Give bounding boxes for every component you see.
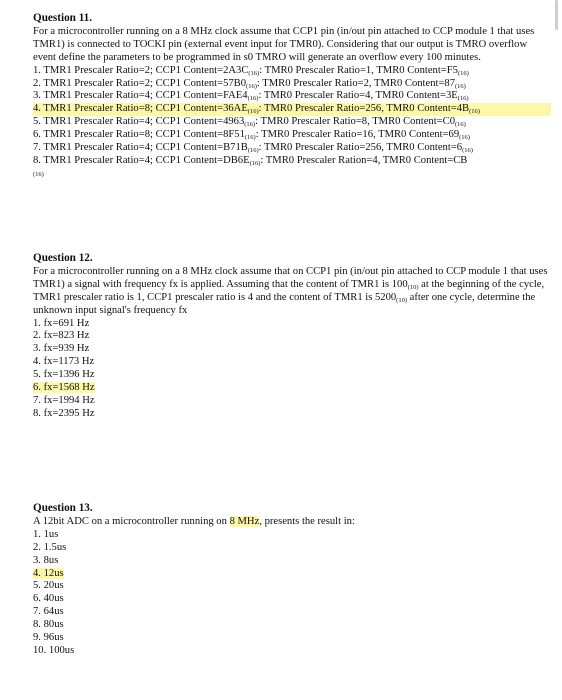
option-4-wrapper bbox=[33, 568, 551, 581]
subscript: (16) bbox=[244, 134, 256, 142]
option-5[interactable] bbox=[33, 116, 551, 129]
option-3[interactable]: 3. fx=939 Hz bbox=[33, 343, 90, 355]
option-8[interactable]: 8. fx=2395 Hz bbox=[33, 407, 95, 419]
question-text: For a microcontroller running on a 8 MHz clock assume that CCP1 pin (in/out pin attached to CCP module 1 that uses TMR1) is connected to TOCKI pin (external event input for TMR0). Considering that our output is TMRO overflow event define the parameters to be programmed in s0 TMRO will generate an overflow every 100 minutes. bbox=[33, 25, 535, 63]
subscript: (16) bbox=[459, 134, 470, 142]
option-text: : TMR0 Prescaler Ratio=256, TMR0 Content=4B bbox=[258, 103, 470, 115]
option-text: : TMR0 Prescaler Ratio=2, TMR0 Content=87 bbox=[256, 77, 456, 89]
subscript: (16) bbox=[247, 108, 259, 116]
option-5[interactable]: 5. fx=1396 Hz bbox=[33, 369, 95, 381]
option-list bbox=[33, 65, 551, 182]
question-text bbox=[33, 266, 551, 318]
option-text: : TMR0 Prescaler Ratio=1, TMR0 Content=F5 bbox=[259, 64, 458, 76]
option-text: : TMR0 Prescaler Ratio=4, TMR0 Content=3E bbox=[258, 90, 458, 102]
option-6-wrapper bbox=[33, 382, 551, 395]
option-text: 3. TMR1 Prescaler Ratio=4; CCP1 Content=FAE4 bbox=[33, 90, 248, 102]
subscript: (16) bbox=[457, 95, 469, 103]
option-7[interactable]: 7. fx=1994 Hz bbox=[33, 394, 95, 406]
option-list bbox=[33, 318, 551, 421]
option-6[interactable]: 6. 40us bbox=[33, 593, 64, 605]
option-5[interactable]: 5. 20us bbox=[33, 580, 64, 592]
option-9[interactable]: 9. 96us bbox=[33, 632, 64, 644]
question-11 bbox=[33, 12, 551, 182]
option-1[interactable]: 1. 1us bbox=[33, 528, 59, 540]
subscript: (16) bbox=[246, 82, 257, 90]
option-text: 2. TMR1 Prescaler Ratio=2; CCP1 Content=57B0 bbox=[33, 77, 247, 89]
subscript: (10) bbox=[396, 296, 408, 304]
subscript: (16) bbox=[247, 95, 259, 103]
option-4-highlighted[interactable] bbox=[33, 103, 551, 116]
option-2[interactable] bbox=[33, 78, 551, 91]
question-13 bbox=[33, 502, 551, 658]
scrollbar[interactable] bbox=[555, 0, 558, 30]
option-3[interactable]: 3. 8us bbox=[33, 554, 59, 566]
option-text: : TMR0 Prescaler Ratio=8, TMR0 Content=C0 bbox=[255, 116, 455, 128]
question-title: Question 11. bbox=[33, 12, 93, 24]
option-7[interactable] bbox=[33, 142, 551, 155]
option-4-highlighted[interactable]: 4. 12us bbox=[33, 567, 64, 579]
question-title: Question 12. bbox=[33, 252, 93, 264]
option-3[interactable] bbox=[33, 90, 551, 103]
option-7[interactable]: 7. 64us bbox=[33, 606, 64, 618]
subscript: (16) bbox=[462, 147, 473, 155]
subscript: (16) bbox=[249, 159, 261, 167]
option-list bbox=[33, 529, 551, 658]
question-text bbox=[33, 516, 551, 529]
subscript: (16) bbox=[248, 69, 260, 77]
option-1[interactable]: 1. fx=691 Hz bbox=[33, 317, 90, 329]
subscript: (16) bbox=[244, 121, 256, 129]
option-text: : TMR0 Prescaler Ratio=256, TMR0 Content=6 bbox=[258, 142, 463, 154]
option-text: : TMR0 Prescaler Ration=4, TMR0 Content=CB bbox=[260, 154, 468, 166]
option-text: 4. TMR1 Prescaler Ratio=8; CCP1 Content=36AE bbox=[33, 103, 248, 115]
subscript: (16) bbox=[469, 108, 480, 116]
subscript: (16) bbox=[457, 69, 469, 77]
option-8[interactable]: 8. 80us bbox=[33, 619, 64, 631]
option-text: : TMR0 Prescaler Ratio=16, TMR0 Content=69 bbox=[255, 129, 460, 141]
option-2[interactable]: 2. 1.5us bbox=[33, 541, 67, 553]
text-part: For a microcontroller running on a 8 MHz clock assume that on CCP1 pin (in/out pin attached to CCP module 1 that uses TMR1) a signal with frequency fx is applied. Assuming that the content of TMR1 is 100 bbox=[33, 265, 548, 290]
subscript: (10) bbox=[407, 283, 419, 291]
option-6[interactable] bbox=[33, 129, 551, 142]
question-12 bbox=[33, 252, 551, 421]
question-title: Question 13. bbox=[33, 502, 93, 514]
text-part: A 12bit ADC on a microcontroller running on bbox=[33, 515, 230, 527]
subscript: (16) bbox=[455, 121, 466, 129]
option-text: 1. TMR1 Prescaler Ratio=2; CCP1 Content=2A3C bbox=[33, 64, 249, 76]
highlighted-text: 8 MHz bbox=[229, 515, 260, 527]
option-1[interactable] bbox=[33, 65, 551, 78]
option-6-highlighted[interactable]: 6. fx=1568 Hz bbox=[33, 382, 95, 394]
option-10[interactable]: 10. 100us bbox=[33, 644, 75, 656]
option-4[interactable]: 4. fx=1173 Hz bbox=[33, 356, 95, 368]
option-text: 8. TMR1 Prescaler Ratio=4; CCP1 Content=DB6E bbox=[33, 154, 250, 166]
option-text: 7. TMR1 Prescaler Ratio=4; CCP1 Content=B71B bbox=[33, 142, 248, 154]
option-2[interactable]: 2. fx=823 Hz bbox=[33, 330, 90, 342]
option-text: 6. TMR1 Prescaler Ratio=8; CCP1 Content=8F51 bbox=[33, 129, 245, 141]
text-part: , presents the result in: bbox=[259, 515, 355, 527]
text-part: at the beginning of the cycle, TMR1 prescaler ratio is 1, CCP1 prescaler ratio is 4 and the content of TMR1 is 5200 bbox=[33, 278, 545, 303]
subscript: (16) bbox=[247, 147, 259, 155]
option-text: 5. TMR1 Prescaler Ratio=4; CCP1 Content=4963 bbox=[33, 116, 245, 128]
text-part: after one cycle, determine the unknown input signal's frequency fx bbox=[33, 291, 536, 316]
option-8[interactable] bbox=[33, 155, 551, 168]
subscript: (16) bbox=[455, 82, 466, 90]
trailing-subscript: (16) bbox=[33, 170, 44, 178]
